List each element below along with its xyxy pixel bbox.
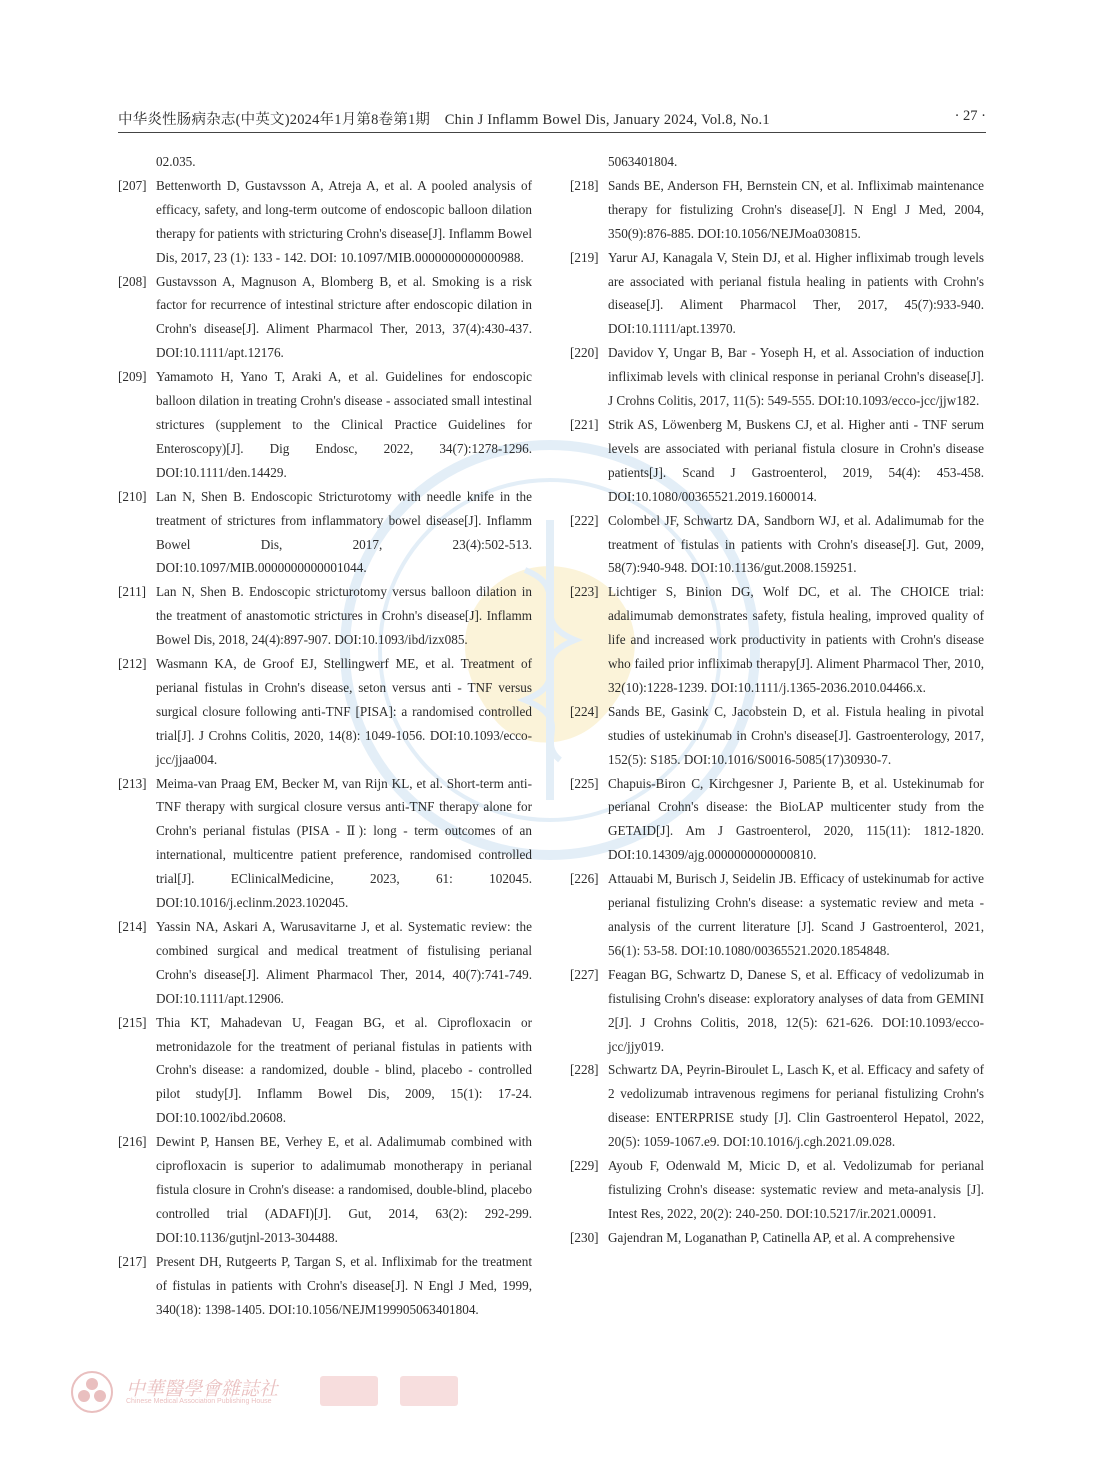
reference-text: Davidov Y, Ungar B, Bar - Yoseph H, et al. Association of induction infliximab levels with clinical response in perianal Crohn's disease[J]. J Crohns Colitis, 2017, 11(5): 549-555. DOI:10.1093/ecco-jcc/jjw182.	[608, 345, 984, 409]
reference-list-left	[118, 174, 532, 1322]
reference-number: [229]	[570, 1158, 599, 1174]
publisher-seal-icon	[70, 1370, 114, 1414]
publisher-tag-mark	[320, 1376, 378, 1406]
reference-number: [218]	[570, 177, 599, 193]
reference-item	[118, 580, 532, 652]
reference-text: Schwartz DA, Peyrin-Biroulet L, Lasch K, et al. Efficacy and safety of 2 vedolizumab intravenous regimens for perianal fistulizing Crohn's disease: ENTERPRISE study [J]. Clin Gastroenterol Hepatol, 2022, 20(5): 1059-1067.e9. DOI:10.1016/j.cgh.2021.09.028.	[608, 1062, 984, 1150]
reference-text: Sands BE, Anderson FH, Bernstein CN, et al. Infliximab maintenance therapy for fistulizing Crohn's disease[J]. N Engl J Med, 2004, 350(9):876-885. DOI:10.1056/NEJMoa030815.	[608, 177, 984, 241]
reference-item	[570, 700, 984, 772]
journal-citation: 中华炎性肠病杂志(中英文)2024年1月第8卷第1期 Chin J Inflamm Bowel Dis, January 2024, Vol.8, No.1	[118, 112, 770, 128]
reference-text: Present DH, Rutgeerts P, Targan S, et al. Infliximab for the treatment of fistulas in patients with Crohn's disease[J]. N Engl J Med, 1999, 340(18): 1398-1405. DOI:10.1056/NEJM199905063401804.	[156, 1253, 532, 1317]
reference-number: [209]	[118, 369, 147, 385]
reference-number: [212]	[118, 656, 147, 672]
reference-text: Gustavsson A, Magnuson A, Blomberg B, et al. Smoking is a risk factor for recurrence of intestinal stricture after endoscopic dilation in Crohn's disease[J]. Aliment Pharmacol Ther, 2013, 37(4):430-437. DOI:10.1111/apt.12176.	[156, 273, 532, 361]
reference-item	[570, 1058, 984, 1154]
reference-number: [210]	[118, 488, 147, 504]
reference-item	[118, 652, 532, 772]
reference-item	[570, 246, 984, 342]
reference-text: Colombel JF, Schwartz DA, Sandborn WJ, et al. Adalimumab for the treatment of fistulas in patients with Crohn's disease[J]. Gut, 2009, 58(7):940-948. DOI:10.1136/gut.2008.159251.	[608, 512, 984, 576]
reference-text: Yamamoto H, Yano T, Araki A, et al. Guidelines for endoscopic balloon dilation in treating Crohn's disease - associated small intestinal strictures (supplement to the Clinical Practice Guidelines for Enteroscopy)[J]. Dig Endosc, 2022, 34(7):1278-1296. DOI:10.1111/den.14429.	[156, 369, 532, 480]
reference-item	[118, 915, 532, 1011]
reference-item	[570, 509, 984, 581]
reference-text: Sands BE, Gasink C, Jacobstein D, et al. Fistula healing in pivotal studies of ustekinumab in Crohn's disease[J]. Gastroenterology, 2017, 152(5): S185. DOI:10.1016/S0016-5085(17)30930-7.	[608, 703, 984, 767]
reference-item	[118, 1130, 532, 1250]
publisher-name-en: Chinese Medical Association Publishing House	[126, 1398, 272, 1405]
publisher-name-cn: 中華醫學會雜誌社	[126, 1378, 279, 1400]
reference-text: Dewint P, Hansen BE, Verhey E, et al. Adalimumab combined with ciprofloxacin is superior to adalimumab monotherapy in perianal fistula closure in Crohn's disease: a randomised, double-blind, placebo controlled trial (ADAFI)[J]. Gut, 2014, 63(2): 292-299. DOI:10.1136/gutjnl-2013-304488.	[156, 1134, 532, 1245]
reference-number: [223]	[570, 584, 599, 600]
reference-number: [211]	[118, 584, 147, 600]
reference-text: Attauabi M, Burisch J, Seidelin JB. Efficacy of ustekinumab for active perianal fistulizing Crohn's disease: a systematic review and meta - analysis of the current literature [J]. Scand J Gastroenterol, 2021, 56(1): 53-58. DOI:10.1080/00365521.2020.1854848.	[608, 871, 984, 958]
reference-item	[570, 580, 984, 700]
reference-number: [227]	[570, 966, 599, 982]
reference-text: Strik AS, Löwenberg M, Buskens CJ, et al. Higher anti - TNF serum levels are associated with perianal fistula closure in Crohn's disease patients[J]. Scand J Gastroenterol, 2019, 54(4): 453-458. DOI:10.1080/00365521.2019.1600014.	[608, 416, 984, 504]
right-column	[570, 150, 984, 1250]
reference-item	[570, 963, 984, 1059]
reference-text: Gajendran M, Loganathan P, Catinella AP, et al. A comprehensive	[608, 1229, 955, 1245]
reference-number: [216]	[118, 1134, 147, 1150]
reference-item	[118, 772, 532, 915]
reference-item	[570, 867, 984, 963]
reference-item	[570, 1226, 984, 1250]
reference-text: Feagan BG, Schwartz D, Danese S, et al. Efficacy of vedolizumab in fistulising Crohn's disease: exploratory analyses of data from GEMINI 2[J]. J Crohns Colitis, 2018, 12(5): 621-626. DOI:10.1093/ecco-jcc/jjy019.	[608, 966, 984, 1054]
reference-number: [215]	[118, 1014, 147, 1030]
reference-text: Thia KT, Mahadevan U, Feagan BG, et al. Ciprofloxacin or metronidazole for the treatment of perianal fistulas in patients with Crohn's disease: a randomized, double - blind, placebo - controlled pilot study[J]. Inflamm Bowel Dis, 2009, 15(1): 17-24. DOI:10.1002/ibd.20608.	[156, 1014, 532, 1126]
reference-item	[570, 1154, 984, 1226]
reference-text: Bettenworth D, Gustavsson A, Atreja A, et al. A pooled analysis of efficacy, safety, and long-term outcome of endoscopic balloon dilation therapy for patients with stricturing Crohn's disease[J]. Inflamm Bowel Dis, 2017, 23 (1): 133 - 142. DOI: 10.1097/MIB.0000000000000988.	[156, 177, 532, 265]
publisher-logo	[70, 1370, 500, 1414]
page-number: · 27 ·	[954, 108, 986, 124]
reference-text: Chapuis-Biron C, Kirchgesner J, Pariente B, et al. Ustekinumab for perianal Crohn's disease: the BioLAP multicenter study from the GETAID[J]. Am J Gastroenterol, 2020, 115(11): 1812-1820. DOI:10.14309/ajg.0000000000000810.	[608, 775, 984, 863]
reference-number: [219]	[570, 249, 599, 265]
reference-item	[570, 174, 984, 246]
reference-item	[570, 772, 984, 868]
reference-number: [221]	[570, 416, 599, 432]
reference-item	[118, 270, 532, 366]
reference-number: [230]	[570, 1229, 599, 1245]
left-column	[118, 150, 532, 1321]
reference-list-right	[570, 174, 984, 1250]
reference-text: Wasmann KA, de Groof EJ, Stellingwerf ME, et al. Treatment of perianal fistulas in Crohn's disease, seton versus anti - TNF versus surgical closure following anti-TNF [PISA]: a randomised controlled trial[J]. J Crohns Colitis, 2020, 14(8): 1049-1056. DOI:10.1093/ecco-jcc/jjaa004.	[156, 656, 532, 767]
reference-number: [228]	[570, 1062, 599, 1078]
reference-item	[118, 485, 532, 581]
reference-item	[118, 1250, 532, 1322]
reference-text: Yarur AJ, Kanagala V, Stein DJ, et al. Higher infliximab trough levels are associated with perianal fistula healing in patients with Crohn's disease[J]. Aliment Pharmacol Ther, 2017, 45(7):933-940. DOI:10.1111/apt.13970.	[608, 249, 984, 337]
continuation-text: 5063401804.	[608, 154, 678, 169]
running-header	[118, 106, 986, 133]
continuation-text: 02.035.	[156, 154, 196, 169]
reference-number: [224]	[570, 703, 599, 719]
reference-number: [213]	[118, 775, 147, 791]
reference-number: [217]	[118, 1253, 147, 1269]
reference-number: [214]	[118, 919, 147, 934]
reference-number: [226]	[570, 871, 599, 887]
reference-item	[570, 341, 984, 413]
reference-item	[118, 1011, 532, 1131]
reference-number: [225]	[570, 775, 599, 791]
reference-text: Lan N, Shen B. Endoscopic Stricturotomy with needle knife in the treatment of strictures from inflammatory bowel disease[J]. Inflamm Bowel Dis, 2017, 23(4):502-513. DOI:10.1097/MIB.0000000000001044.	[156, 488, 532, 576]
reference-number: [208]	[118, 273, 147, 289]
reference-text: Lichtiger S, Binion DG, Wolf DC, et al. The CHOICE trial: adalimumab demonstrates safety, fistula healing, improved quality of life and increased work productivity in patients with Crohn's disease who failed prior infliximab therapy[J]. Aliment Pharmacol Ther, 2010, 32(10):1228-1239. DOI:10.1111/j.1365-2036.2010.04466.x.	[608, 584, 984, 695]
reference-text: Meima-van Praag EM, Becker M, van Rijn KL, et al. Short-term anti-TNF therapy with surgical closure versus anti-TNF therapy alone for Crohn's perianal fistulas (PISA - Ⅱ): long - term outcomes of an international, multicentre patient preference, randomised controlled trial[J]. EClinicalMedicine, 2023, 61: 102045. DOI:10.1016/j.eclinm.2023.102045.	[156, 775, 532, 911]
reference-item	[118, 174, 532, 270]
reference-number: [207]	[118, 177, 147, 193]
reference-text: Lan N, Shen B. Endoscopic stricturotomy versus balloon dilation in the treatment of anastomotic strictures in Crohn's disease[J]. Inflamm Bowel Dis, 2018, 24(4):897-907. DOI:10.1093/ibd/izx085.	[156, 584, 532, 648]
reference-number: [220]	[570, 345, 599, 361]
reference-number: [222]	[570, 512, 599, 528]
reference-text: Yassin NA, Askari A, Warusavitarne J, et al. Systematic review: the combined surgical and medical treatment of fistulising perianal Crohn's disease[J]. Aliment Pharmacol Ther, 2014, 40(7):741-749. DOI:10.1111/apt.12906.	[156, 919, 532, 1006]
publisher-tag-mark	[400, 1376, 458, 1406]
reference-item	[570, 413, 984, 509]
reference-item	[118, 365, 532, 485]
reference-text: Ayoub F, Odenwald M, Micic D, et al. Vedolizumab for perianal fistulizing Crohn's disease: systematic review and meta-analysis [J]. Intest Res, 2022, 20(2): 240-250. DOI:10.5217/ir.2021.00091.	[608, 1158, 984, 1221]
